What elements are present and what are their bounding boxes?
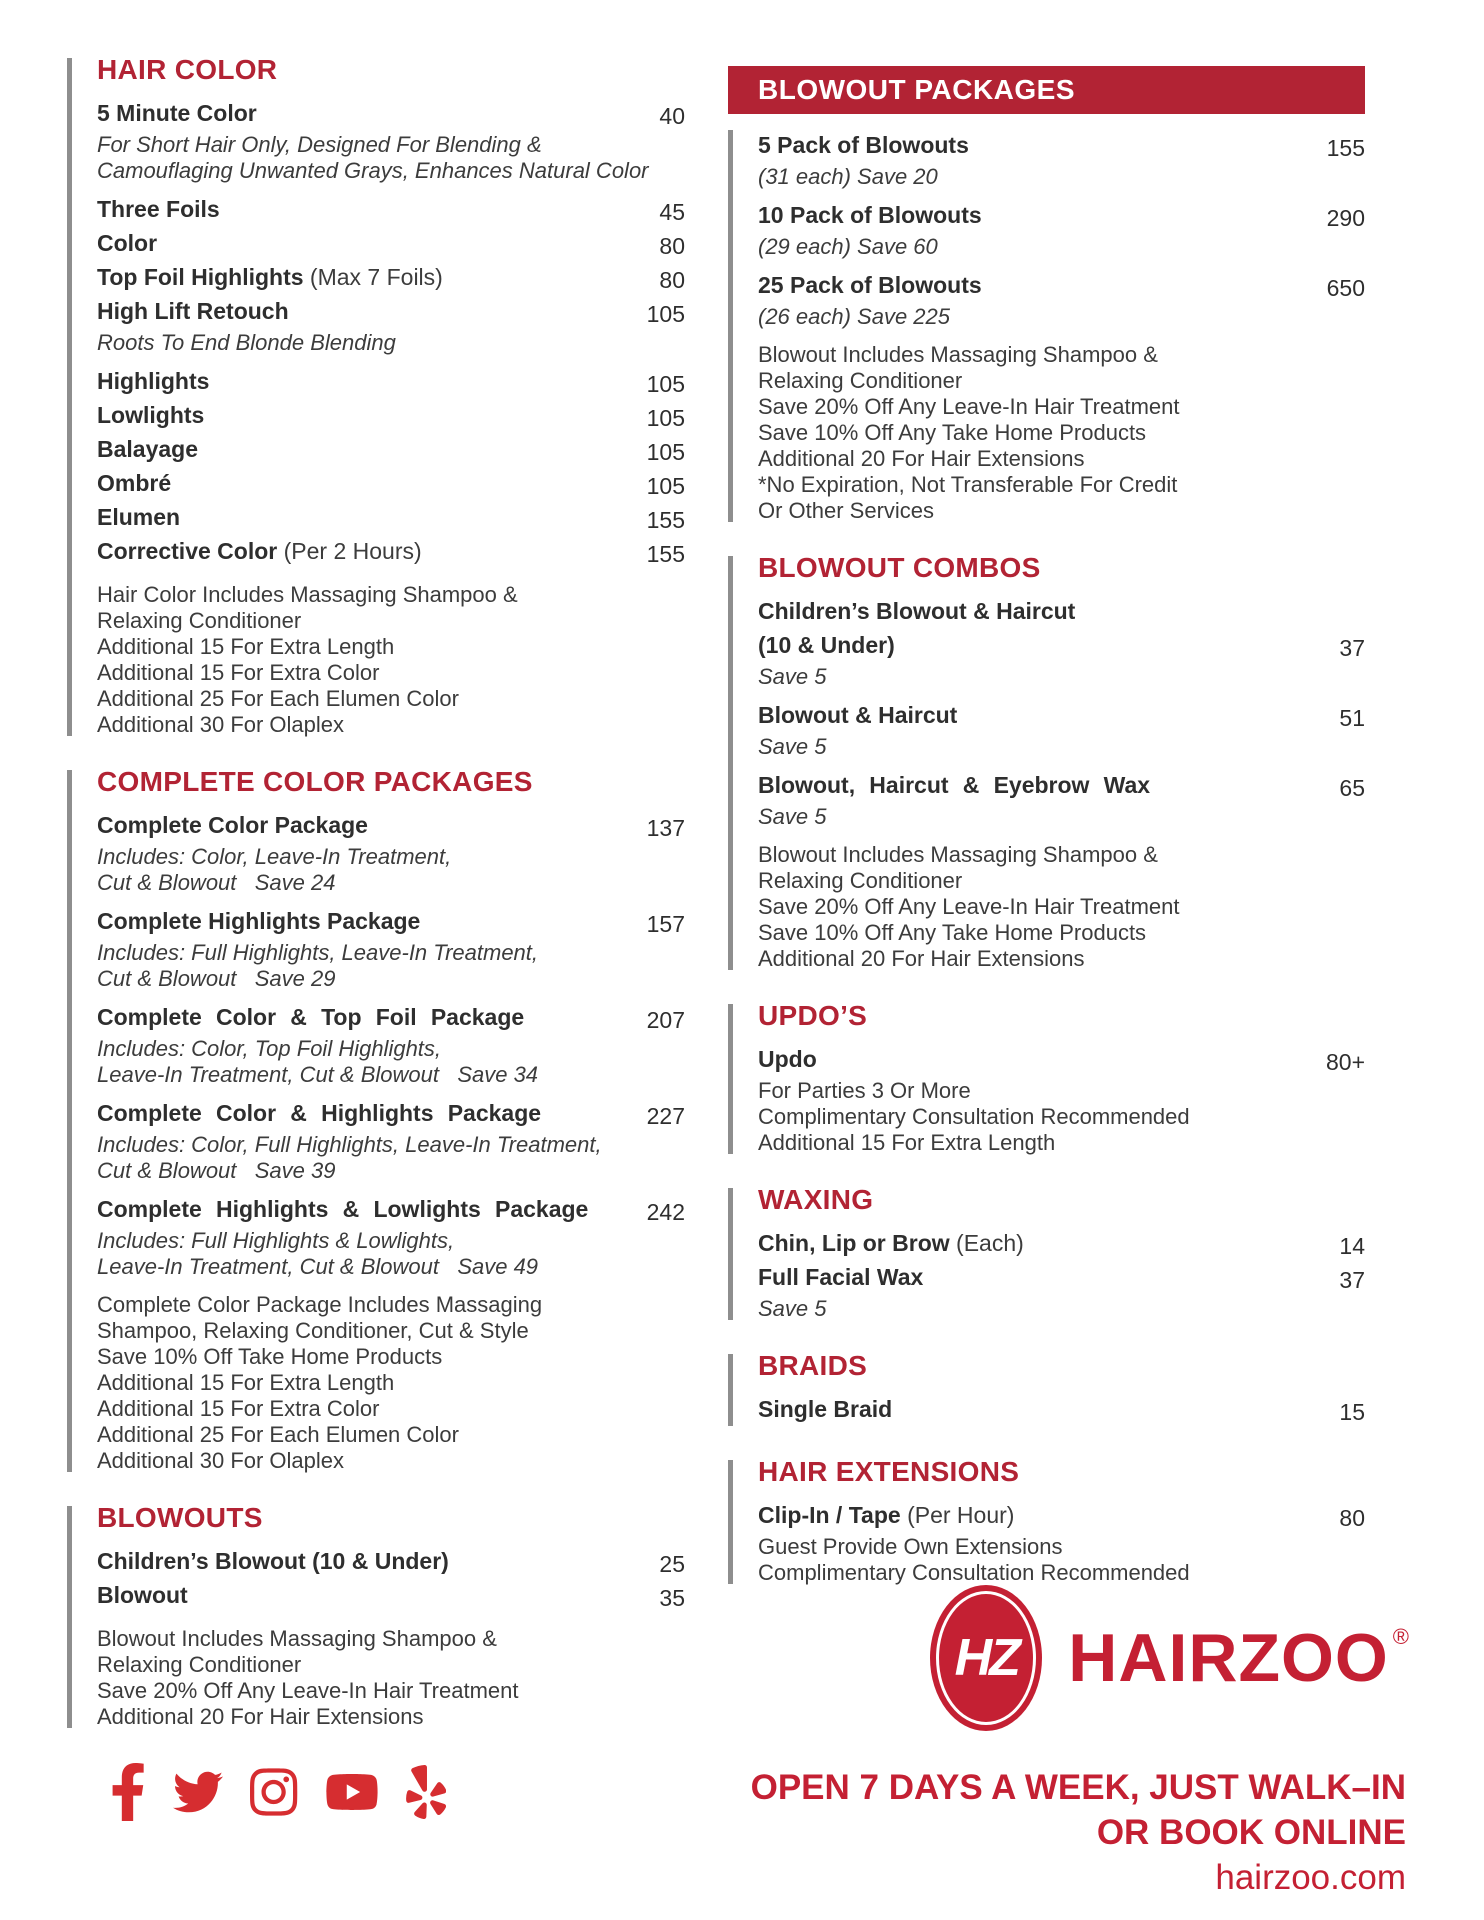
footnote-line: Shampoo, Relaxing Conditioner, Cut & Style [97,1318,529,1343]
item-name [97,1098,635,1132]
item-name [758,1044,1314,1078]
item-name [97,810,635,844]
footnote-line: Additional 25 For Each Elumen Color [97,1422,459,1447]
section-footnotes [758,842,1365,972]
item-name-text: 5 Minute Color [97,100,257,126]
item-name-text: Single Braid [758,1396,893,1422]
tagline-line-1: OPEN 7 DAYS A WEEK, JUST WALK–IN [750,1768,1406,1807]
item-name [97,296,635,330]
item-note: (31 each) Save 20 [758,164,938,189]
section-hair-color [67,54,685,738]
social-links [110,1763,446,1821]
section-title-complete-color-packages: COMPLETE COLOR PACKAGES [97,766,533,797]
item-name-text: Lowlights [97,402,205,428]
item-note: Save 5 [758,664,827,689]
item-name [758,270,1315,304]
item-name-text: Children’s Blowout & Haircut [758,598,1076,624]
item-price: 290 [1326,205,1365,231]
item-name-text: Highlights [97,368,210,394]
item-name-text: Complete Highlights Package [97,908,421,934]
item-name [97,536,635,570]
item-price: 105 [646,371,685,397]
menu-item [758,1228,1365,1262]
item-note: Save 5 [758,804,827,829]
item-price: 37 [1339,635,1365,661]
footnote-line: Blowout Includes Massaging Shampoo & [758,342,1158,367]
item-note: Includes: Full Highlights, Leave-In Treatment, [97,940,539,965]
section-title-waxing: WAXING [758,1184,874,1215]
item-name-text: Chin, Lip or Brow [758,1230,950,1256]
footnote-line: Additional 15 For Extra Length [97,634,395,659]
footnote-line: Blowout Includes Massaging Shampoo & [758,842,1158,867]
item-name [97,228,647,262]
right-column [728,66,1365,1614]
item-price: 650 [1326,275,1365,301]
website-link[interactable]: hairzoo.com [1215,1858,1406,1897]
item-name-text: 10 Pack of Blowouts [758,202,982,228]
item-note: (26 each) Save 225 [758,304,951,329]
footnote-line: Blowout Includes Massaging Shampoo & [97,1626,497,1651]
item-name [97,906,635,940]
item-name [758,1500,1327,1534]
item-name [97,194,647,228]
item-note: Leave-In Treatment, Cut & Blowout Save 49 [97,1254,539,1279]
menu-item [97,1580,685,1614]
menu-item [758,270,1365,304]
menu-item [97,468,685,502]
item-name-text: Corrective Color [97,538,278,564]
tagline-line-2: OR BOOK ONLINE [1096,1813,1406,1852]
menu-item [97,1194,685,1228]
registered-mark: ® [1392,1624,1410,1649]
youtube-icon[interactable] [325,1768,379,1816]
item-name [758,700,1327,734]
item-price: 45 [659,199,685,225]
section-title-blowout-combos: BLOWOUT COMBOS [758,552,1041,583]
item-detail: Guest Provide Own Extensions [758,1534,1063,1559]
menu-item [97,1002,685,1036]
item-name [97,1194,635,1228]
section-title-braids: BRAIDS [758,1350,868,1381]
footnote-line: Additional 30 For Olaplex [97,1448,345,1473]
logo-monogram: HZ [954,1629,1018,1687]
item-name [97,434,635,468]
item-price: 65 [1339,775,1365,801]
section-hair-extensions [728,1456,1365,1586]
item-note: Includes: Color, Leave-In Treatment, [97,844,452,869]
item-price: 80 [659,233,685,259]
item-price: 105 [646,473,685,499]
item-name-text: Complete Color & Top Foil Package [97,1004,525,1030]
item-name-text: Ombré [97,470,172,496]
item-name [97,1002,635,1036]
menu-item [758,1044,1365,1078]
item-price: 155 [646,541,685,567]
item-name-text: Updo [758,1046,817,1072]
menu-item [97,296,685,330]
item-detail: Additional 15 For Extra Length [758,1130,1056,1155]
item-name [758,770,1327,804]
item-name-text: Children’s Blowout (10 & Under) [97,1548,449,1574]
menu-item [97,194,685,228]
footnote-line: Additional 30 For Olaplex [97,712,345,737]
item-note: Save 5 [758,734,827,759]
item-price: 157 [646,911,685,937]
item-name [97,1580,647,1614]
menu-item [97,906,685,940]
item-note: Includes: Color, Top Foil Highlights, [97,1036,442,1061]
footnote-line: Additional 20 For Hair Extensions [758,946,1085,971]
item-name [97,1546,647,1580]
item-name [758,130,1315,164]
item-note: Cut & Blowout Save 29 [97,966,336,991]
item-detail: Complimentary Consultation Recommended [758,1560,1190,1585]
brand-name [1068,1620,1410,1696]
instagram-icon[interactable] [250,1765,297,1819]
item-price: 15 [1339,1399,1365,1425]
item-name-suffix: (Max 7 Foils) [303,264,443,290]
item-price: 227 [646,1103,685,1129]
item-name [758,596,1327,664]
footer [750,1585,1410,1900]
footnote-line: Additional 15 For Extra Color [97,660,380,685]
footnote-line: Save 20% Off Any Leave-In Hair Treatment [97,1678,519,1703]
section-title-hair-extensions: HAIR EXTENSIONS [758,1456,1020,1487]
footnote-line: Or Other Services [758,498,935,523]
item-detail: Complimentary Consultation Recommended [758,1104,1190,1129]
menu-item [97,400,685,434]
item-note: (29 each) Save 60 [758,234,938,259]
menu-item [97,228,685,262]
item-name-text-2: (10 & Under) [758,632,895,658]
item-note: Cut & Blowout Save 39 [97,1158,336,1183]
item-price: 25 [659,1551,685,1577]
item-name-text: Complete Color & Highlights Package [97,1100,542,1126]
item-name-text: 5 Pack of Blowouts [758,132,969,158]
item-price: 242 [646,1199,685,1225]
item-price: 105 [646,405,685,431]
item-name-suffix: (Per 2 Hours) [277,538,422,564]
facebook-icon[interactable] [110,1763,146,1821]
item-name-text: Complete Highlights & Lowlights Package [97,1196,589,1222]
section-title-hair-color: HAIR COLOR [97,54,278,85]
footnote-line: Relaxing Conditioner [97,1652,302,1677]
footnote-line: Save 10% Off Take Home Products [97,1344,443,1369]
item-note: Leave-In Treatment, Cut & Blowout Save 34 [97,1062,539,1087]
item-price: 14 [1339,1233,1365,1259]
section-braids [728,1350,1365,1428]
section-blowout-combos [728,552,1365,972]
menu-item [97,536,685,570]
item-name [97,502,635,536]
footnote-line: Additional 15 For Extra Length [97,1370,395,1395]
menu-item [758,1500,1365,1534]
footnote-line: Save 10% Off Any Take Home Products [758,420,1147,445]
menu-item [97,1546,685,1580]
item-name-text: Three Foils [97,196,220,222]
section-complete-color-packages [67,766,685,1474]
footnote-line: Complete Color Package Includes Massaging [97,1292,543,1317]
item-name [758,1228,1327,1262]
left-column [67,54,685,1758]
footnote-line: Additional 20 For Hair Extensions [758,446,1085,471]
section-footnotes [758,342,1365,524]
section-waxing [728,1184,1365,1322]
item-price: 105 [646,439,685,465]
menu-item [758,1262,1365,1296]
item-note: Roots To End Blonde Blending [97,330,396,355]
footnote-line: Additional 25 For Each Elumen Color [97,686,459,711]
menu-item [758,770,1365,804]
item-price: 207 [646,1007,685,1033]
item-price: 80+ [1325,1049,1365,1075]
menu-item [97,434,685,468]
item-note: Includes: Full Highlights & Lowlights, [97,1228,455,1253]
section-banner-blowout-packages [728,66,1365,114]
section-title-updos: UPDO’S [758,1000,868,1031]
item-price: 155 [646,507,685,533]
item-note: Save 5 [758,1296,827,1321]
menu-item [758,596,1365,664]
menu-item [97,1098,685,1132]
footnote-line: Save 10% Off Any Take Home Products [758,920,1147,945]
section-title-blowouts: BLOWOUTS [97,1502,263,1533]
menu-item [758,130,1365,164]
item-name [97,468,635,502]
footnote-line: Save 20% Off Any Leave-In Hair Treatment [758,394,1180,419]
footnote-line: Save 20% Off Any Leave-In Hair Treatment [758,894,1180,919]
item-name-text: Blowout & Haircut [758,702,958,728]
item-name [97,98,647,132]
item-name [758,1262,1327,1296]
footnote-line: Relaxing Conditioner [758,368,963,393]
hairzoo-badge-icon [930,1585,1042,1731]
item-name [97,262,647,296]
item-price: 80 [1339,1505,1365,1531]
item-name [97,400,635,434]
item-price: 40 [659,103,685,129]
menu-item [758,1394,1365,1428]
item-name-text: Complete Color Package [97,812,368,838]
twitter-icon[interactable] [173,1767,223,1817]
item-name [758,1394,1327,1428]
item-price: 105 [646,301,685,327]
item-note: Camouflaging Unwanted Grays, Enhances Natural Color [97,158,649,183]
item-name [97,366,635,400]
menu-item [758,700,1365,734]
footnote-line: Additional 20 For Hair Extensions [97,1704,424,1729]
item-name-text: Blowout [97,1582,188,1608]
item-name-text: High Lift Retouch [97,298,289,324]
item-price: 80 [659,267,685,293]
yelp-icon[interactable] [406,1765,447,1819]
item-note: For Short Hair Only, Designed For Blending & [97,132,542,157]
item-price: 35 [659,1585,685,1611]
item-name-text: Balayage [97,436,199,462]
section-blowouts [67,1502,685,1730]
item-price: 137 [646,815,685,841]
section-footnotes [97,582,685,738]
item-name-text: Color [97,230,158,256]
item-name-suffix: (Per Hour) [900,1502,1015,1528]
section-footnotes [97,1292,685,1474]
item-name-text: 25 Pack of Blowouts [758,272,982,298]
menu-item [97,502,685,536]
item-note: Cut & Blowout Save 24 [97,870,336,895]
item-name [758,200,1315,234]
hairzoo-logo [751,1585,1410,1731]
footnote-line: *No Expiration, Not Transferable For Credit [758,472,1178,497]
item-detail: For Parties 3 Or More [758,1078,971,1103]
brand-text: HAIRZOO [1068,1620,1389,1696]
menu-item [97,810,685,844]
section-title-blowout-packages: BLOWOUT PACKAGES [758,74,1076,105]
footnote-line: Hair Color Includes Massaging Shampoo & [97,582,518,607]
footnote-line: Relaxing Conditioner [97,608,302,633]
footnote-line: Additional 15 For Extra Color [97,1396,380,1421]
item-note: Includes: Color, Full Highlights, Leave-In Treatment, [97,1132,602,1157]
item-price: 155 [1326,135,1365,161]
section-updos [728,1000,1365,1156]
item-name-text: Blowout, Haircut & Eyebrow Wax [758,772,1151,798]
tagline [751,1765,1406,1900]
item-name-text: Full Facial Wax [758,1264,924,1290]
menu-item [97,262,685,296]
section-blowout-packages [728,66,1365,524]
item-name-suffix: (Each) [949,1230,1024,1256]
item-name-text: Elumen [97,504,181,530]
menu-item [97,98,685,132]
footnote-line: Relaxing Conditioner [758,868,963,893]
item-name-text: Clip-In / Tape [758,1502,901,1528]
section-footnotes [97,1626,685,1730]
menu-item [97,366,685,400]
item-price: 51 [1339,705,1365,731]
menu-item [758,200,1365,234]
item-price: 37 [1339,1267,1365,1293]
item-name-text: Top Foil Highlights [97,264,304,290]
